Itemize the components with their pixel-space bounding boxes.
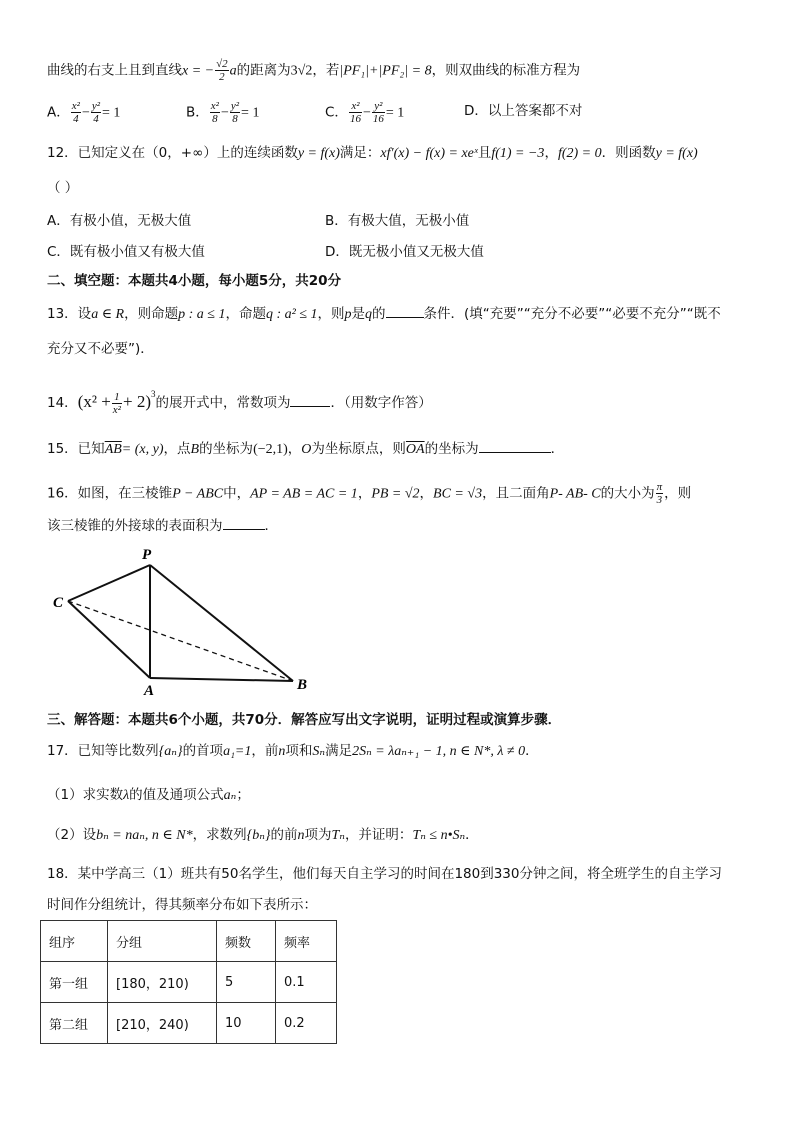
q12-option-c: C．既有极小值又有极大值 (47, 244, 205, 260)
q16-stem (47, 481, 691, 506)
text: 为坐标原点，则 (311, 441, 406, 457)
q13-stem (47, 303, 721, 325)
text: 13．设 (47, 306, 92, 322)
denominator: 16 (349, 113, 361, 125)
text: ． (465, 827, 479, 843)
option-label: C． (325, 104, 348, 121)
q11-stem (47, 58, 580, 83)
text: （1）求实数 (47, 787, 124, 803)
numerator: y² (372, 100, 385, 113)
math-expr: p : a ≤ 1 (178, 307, 226, 322)
text: 的值及通项公式 (129, 787, 224, 803)
text: 12．已知定义在（0，+∞）上的连续函数 (47, 145, 298, 161)
math-expr: λ (123, 788, 130, 803)
table-row (41, 1003, 337, 1044)
text: ． (264, 518, 278, 534)
math-expr: PB = √2 (371, 486, 420, 502)
q16-line2 (47, 515, 278, 536)
text: ， (419, 485, 434, 502)
q11-option-d (464, 101, 582, 121)
edge-pb (150, 565, 293, 681)
math-expr: = 1 (385, 105, 405, 121)
math-expr: a (229, 63, 237, 79)
text: 且 (477, 145, 492, 161)
math-expr: f(2) = 0 (557, 146, 602, 161)
table-cell: 第二组 (41, 1003, 108, 1044)
math-expr: q (365, 307, 373, 322)
text: ，若 (312, 62, 340, 79)
q12-option-a: A．有极小值，无极大值 (47, 213, 192, 229)
numerator: x² (349, 100, 362, 113)
text: ，命题 (225, 306, 266, 322)
numerator: 1 (112, 391, 122, 404)
table-cell: 5 (217, 962, 276, 1003)
numerator: x² (210, 100, 219, 112)
text: 的 (372, 306, 386, 322)
text: 的首项 (182, 743, 224, 759)
math-expr: (x² + (77, 392, 111, 411)
q17-stem (47, 741, 539, 762)
text: 满足： (339, 145, 381, 161)
vertex-label-b: B (297, 677, 308, 693)
text: 17．已知等比数列 (47, 743, 159, 759)
math-expr: {aₙ} (158, 744, 183, 759)
table-header-cell: 频率 (276, 921, 337, 962)
text: ． (525, 743, 539, 759)
numerator: x² (71, 100, 80, 112)
table-row (41, 962, 337, 1003)
option-label: B． (186, 104, 209, 121)
edge-ca (68, 601, 150, 678)
text: 项和 (285, 743, 313, 759)
text: ，求数列 (192, 827, 247, 843)
vertex-label-p: P (142, 547, 152, 563)
table-header-cell: 频数 (217, 921, 276, 962)
table-cell: [180，210) (108, 962, 217, 1003)
q11-option-b: B． $\frac{\text{x²}}{8}$ − $\frac{\text{y²}}{8}$ = 1 (186, 100, 260, 125)
math-expr: f(1) = −3 (491, 146, 545, 161)
tetrahedron-diagram (48, 545, 328, 697)
denominator: 4 (93, 113, 99, 125)
math-expr: P- AB- C (549, 486, 601, 502)
text: ，前 (251, 743, 279, 759)
text: ，并证明： (344, 827, 413, 843)
fraction (349, 100, 362, 125)
fraction (230, 100, 240, 125)
math-expr: Tₙ (331, 828, 345, 843)
option-label: D．以上答案都不对 (464, 103, 583, 119)
table-cell: 0.2 (276, 1003, 337, 1044)
text: ． (550, 441, 565, 457)
frequency-table (40, 920, 337, 1044)
numerator: y² (230, 100, 240, 112)
math-expr: 2Sₙ = λaₙ₊₁ − 1, n ∈ N*, λ ≠ 0 (352, 744, 526, 759)
math-expr: x = − (182, 63, 215, 79)
answer-blank[interactable] (386, 303, 424, 318)
numerator: √2 (216, 58, 228, 70)
text: 的展开式中，常数项为 (155, 395, 291, 411)
math-expr: bₙ = naₙ, n ∈ N* (96, 828, 193, 843)
table-cell: [210，240) (108, 1003, 217, 1044)
text: 16．如图，在三棱锥 (47, 485, 173, 502)
math-expr: n (297, 828, 305, 843)
math-expr: q : a² ≤ 1 (265, 307, 318, 322)
text: ．（用数字作答） (330, 395, 432, 411)
text: ， (544, 145, 558, 161)
math-expr: = 1 (241, 105, 260, 121)
q11-option-c: C． $\frac{\text{x²}}{16}$ − $\frac{\text{y²}}{16}$ = 1 (325, 100, 405, 125)
q18-line1: 18．某中学高三（1）班共有50名学生，他们每天自主学习的时间在180到330分钟之间，将全班学生的自主学习 (47, 866, 722, 882)
text: 的坐标为 (424, 441, 479, 457)
math-expr: B (190, 442, 200, 457)
section-heading-solutions: 三、解答题：本题共6个小题，共70分．解答应写出文字说明，证明过程或演算步骤． (47, 712, 562, 728)
q12-stem (47, 143, 698, 164)
section-heading-fill-in: 二、填空题：本题共4小题，每小题5分，共20分 (47, 273, 342, 289)
fraction (215, 58, 229, 83)
math-expr: = 1 (102, 105, 121, 121)
math-expr: a ∈ R (91, 307, 125, 322)
math-expr: P − ABC (172, 486, 224, 502)
table-cell: 0.1 (276, 962, 337, 1003)
fraction (210, 100, 220, 125)
vertex-label-a: A (144, 683, 155, 697)
text: 项为 (304, 827, 332, 843)
edge-cb-hidden (68, 601, 293, 681)
q12-answer-paren: （ ） (47, 180, 79, 196)
text: （2）设 (47, 827, 97, 843)
text: 14． (47, 395, 78, 411)
text: 15．已知 (47, 441, 105, 457)
denominator: 16 (372, 113, 384, 125)
math-expr: n (278, 744, 286, 759)
q12-option-b: B．有极大值，无极小值 (325, 213, 470, 229)
math-expr: a₁=1 (223, 744, 252, 759)
text: ， (287, 441, 302, 457)
math-expr: BC = √3 (433, 486, 483, 502)
math-expr: aₙ (223, 788, 237, 803)
denominator: 3 (656, 494, 663, 506)
fraction (71, 100, 81, 125)
text: 的前 (270, 827, 298, 843)
text: ，且二面角 (482, 485, 550, 502)
math-expr: Sₙ (312, 744, 326, 759)
text: 的坐标为 (199, 441, 254, 457)
text: 满足 (325, 743, 353, 759)
q15-stem (47, 438, 564, 460)
text: ，点 (163, 441, 191, 457)
edge-ab (150, 678, 293, 681)
text: ； (236, 787, 250, 803)
math-expr: 3√2 (290, 63, 313, 79)
math-expr: O (301, 442, 312, 457)
text: 中， (223, 485, 251, 502)
numerator: π (656, 481, 663, 493)
exponent: 3 (150, 389, 156, 399)
math-expr: = (x, y) (121, 442, 164, 457)
table-cell: 10 (217, 1003, 276, 1044)
vector-oa: $\overline{OA}$ (405, 442, 425, 457)
vertex-label-c: C (53, 595, 64, 611)
math-expr: Tₙ ≤ n•Sₙ (412, 828, 466, 843)
text: ．则函数 (601, 145, 656, 161)
denominator: x² (112, 403, 121, 416)
table-cell: 第一组 (41, 962, 108, 1003)
denominator: 4 (73, 113, 79, 125)
option-label: A． (47, 104, 70, 121)
q18-line2: 时间作分组统计，得其频率分布如下表所示： (47, 897, 317, 913)
math-expr: {bₙ} (246, 828, 271, 843)
math-expr: y = f(x) (297, 146, 340, 161)
answer-blank[interactable] (290, 392, 330, 407)
math-expr: xf′(x) − f(x) = xeˣ (380, 146, 478, 161)
q14-stem (47, 384, 432, 416)
denominator: 8 (212, 113, 218, 125)
table-header-cell: 分组 (108, 921, 217, 962)
text: 曲线的右支上且到直线 (47, 62, 182, 79)
fraction (656, 481, 664, 506)
text: ， (357, 485, 372, 502)
fraction (91, 100, 101, 125)
table-header-cell: 组序 (41, 921, 108, 962)
edge-pc (68, 565, 150, 601)
math-expr: AP = AB = AC = 1 (250, 486, 358, 502)
numerator: y² (91, 100, 101, 112)
text: ，则命题 (124, 306, 179, 322)
math-expr: (−2,1) (253, 442, 288, 457)
text: 的大小为 (600, 485, 655, 502)
text: ，则双曲线的标准方程为 (431, 62, 581, 79)
q11-option-a: A． $\frac{\text{x²}}{4}$ − $\frac{\text{y²}}{4}$ = 1 (47, 100, 121, 125)
text: ，则 (317, 306, 345, 322)
q17-part2 (47, 825, 479, 846)
math-expr: p (344, 307, 352, 322)
denominator: 2 (219, 71, 225, 83)
q13-line2: 充分又不必要”)． (47, 341, 154, 357)
q17-part1 (47, 785, 250, 806)
fraction (372, 100, 385, 125)
answer-blank[interactable] (223, 515, 265, 530)
text: 是 (351, 306, 366, 322)
fraction (112, 391, 122, 416)
text: 的距离为 (236, 62, 291, 79)
text: 条件．(填“充要”“充分不必要”“必要不充分”“既不 (423, 306, 721, 322)
answer-blank[interactable] (479, 438, 551, 453)
math-expr: |PF₁|+|PF₂| = 8 (339, 63, 432, 79)
math-expr: + 2) (122, 392, 151, 411)
denominator: 8 (232, 113, 238, 125)
q12-option-d: D．既无极小值又无极大值 (325, 244, 484, 260)
math-expr: y = f(x) (655, 146, 698, 161)
text: 该三棱锥的外接球的表面积为 (47, 518, 223, 534)
vector-ab: $\overline{AB}$ (104, 442, 122, 457)
text: ，则 (664, 485, 692, 502)
table-header-row (41, 921, 337, 962)
